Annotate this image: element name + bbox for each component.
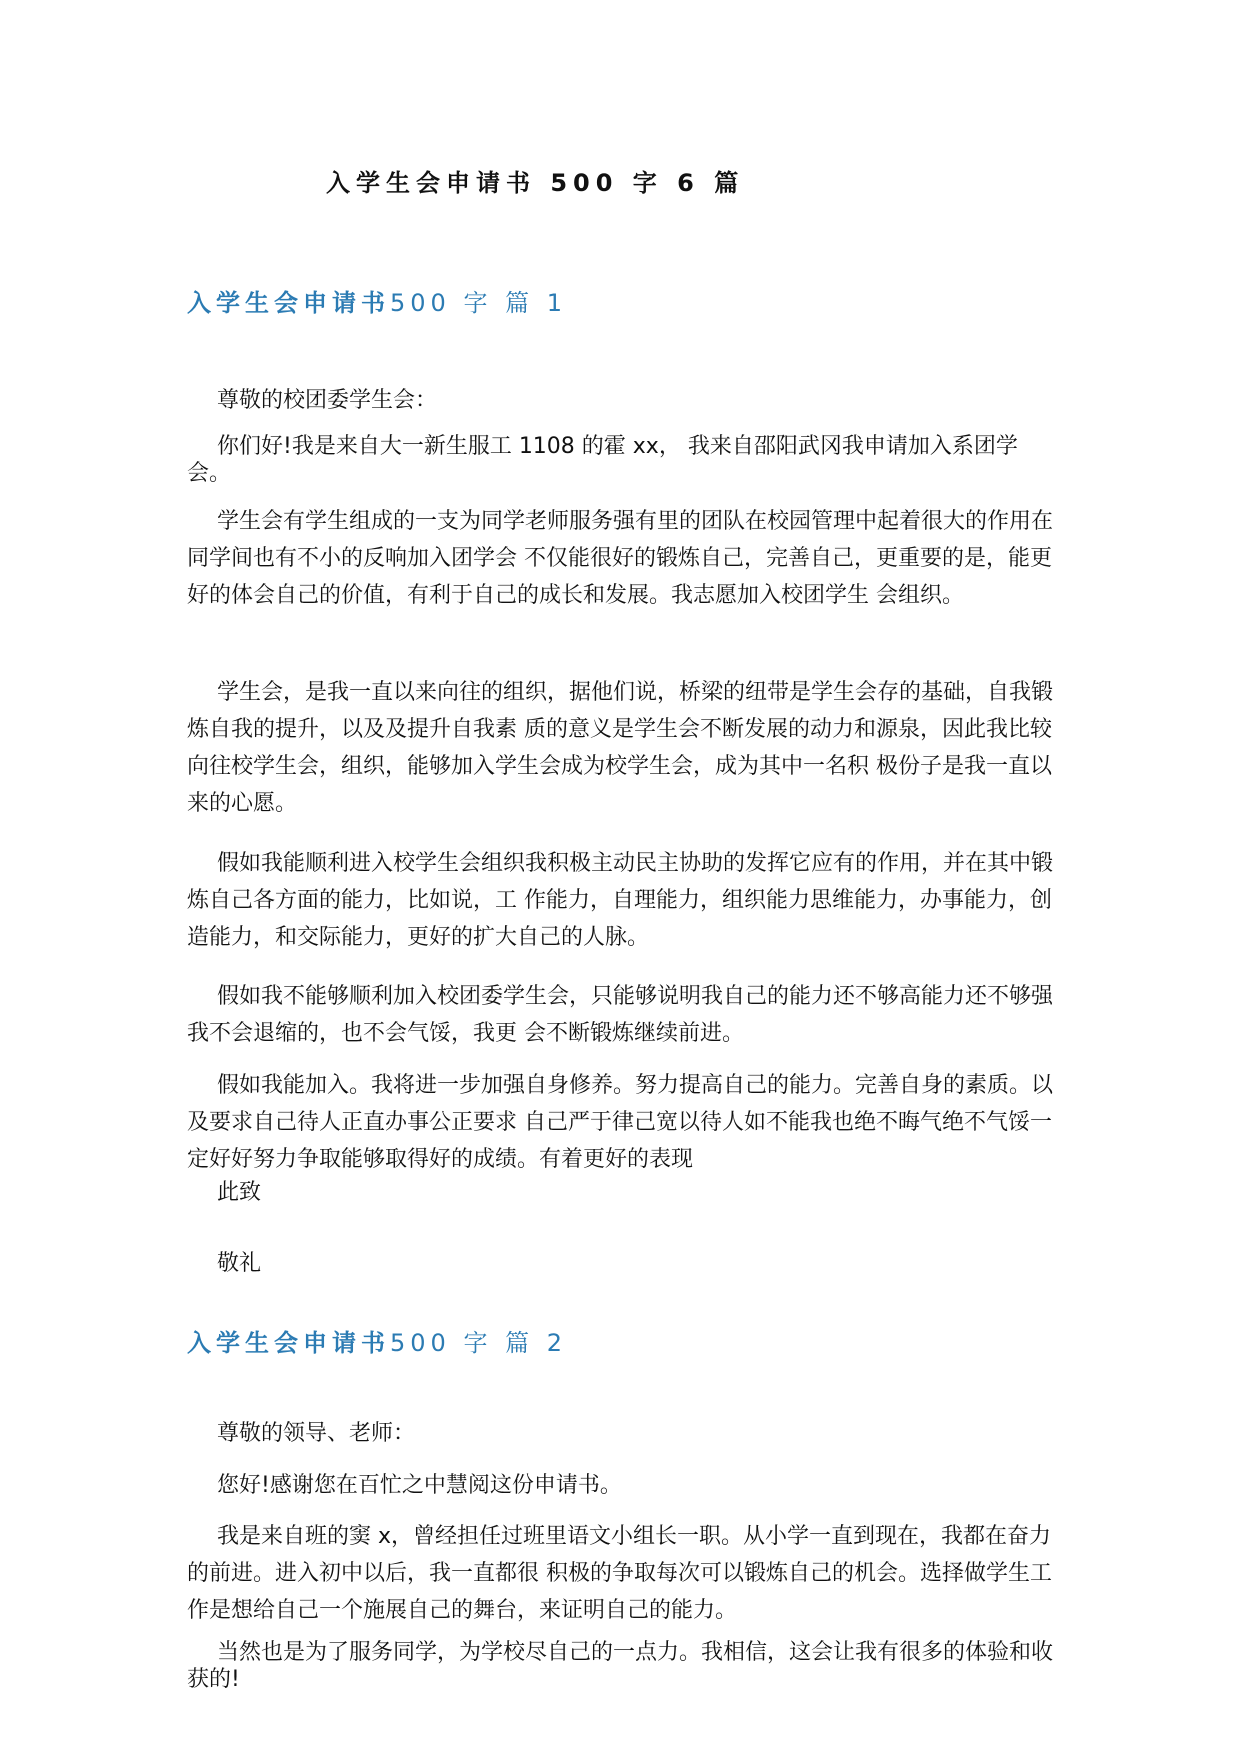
paragraph: 假如我能顺利进入校学生会组织我积极主动民主协助的发挥它应有的作用，并在其中锻炼自己各方面的能力，比如说，工 作能力，自理能力，组织能力思维能力，办事能力，创造能力，和交际能力，更好的扩大自己的人脉。 <box>187 851 1054 950</box>
section-heading-2 <box>187 1323 567 1358</box>
section-heading-1 <box>187 283 567 318</box>
section-heading-2-main: 入学生会申请书 <box>187 1329 390 1357</box>
salutation: 尊敬的领导、老师： <box>217 1421 416 1446</box>
paragraph: 学生会有学生组成的一支为同学老师服务强有里的团队在校园管理中起着很大的作用在同学间也有不小的反响加入团学会 不仅能很好的锻炼自己，完善自己，更重要的是，能更好的体会自己的价值，有利于自己的成长和发展。我志愿加入校团学生 会组织。 <box>187 509 1054 608</box>
paragraph: 学生会，是我一直以来向往的组织，据他们说，桥梁的纽带是学生会存的基础，自我锻炼自我的提升，以及及提升自我素 质的意义是学生会不断发展的动力和源泉，因此我比较向往校学生会，组织，能够加入学生会成为校学生会，成为其中一名积 极份子是我一直以来的心愿。 <box>187 680 1054 816</box>
section-heading-1-rest: 500 字 篇 1 <box>390 289 567 317</box>
paragraph: 我是来自班的窦 x，曾经担任过班里语文小组长一职。从小学一直到现在，我都在奋力的前进。进入初中以后，我一直都很 积极的争取每次可以锻炼自己的机会。选择做学生工作是想给自己一个施展自己的舞台，来证明自己的能力。 <box>187 1524 1052 1623</box>
paragraph: 假如我不能够顺利加入校团委学生会，只能够说明我自己的能力还不够高能力还不够强我不会退缩的，也不会气馁，我更 会不断锻炼继续前进。 <box>187 984 1054 1046</box>
paragraph: 假如我能加入。我将进一步加强自身修养。努力提高自己的能力。完善自身的素质。以及要求自己待人正直办事公正要求 自己严于律己宽以待人如不能我也绝不晦气绝不气馁一定好好努力争取能够取得好的成绩。有着更好的表现 <box>187 1073 1054 1172</box>
paragraph: 你们好!我是来自大一新生服工 1108 的霍 xx， 我来自邵阳武冈我申请加入系团学会。 <box>187 434 1018 486</box>
closing-line: 此致 <box>217 1180 262 1205</box>
salutation: 尊敬的校团委学生会： <box>217 388 438 413</box>
section-heading-2-rest: 500 字 篇 2 <box>390 1329 567 1357</box>
paragraph: 您好!感谢您在百忙之中慧阅这份申请书。 <box>217 1473 622 1498</box>
document-title: 入学生会申请书 500 字 6 篇 <box>326 169 745 197</box>
section-heading-1-main: 入学生会申请书 <box>187 289 390 317</box>
paragraph: 当然也是为了服务同学，为学校尽自己的一点力。我相信，这会让我有很多的体验和收获的! <box>187 1640 1054 1692</box>
closing-greeting: 敬礼 <box>217 1251 262 1276</box>
